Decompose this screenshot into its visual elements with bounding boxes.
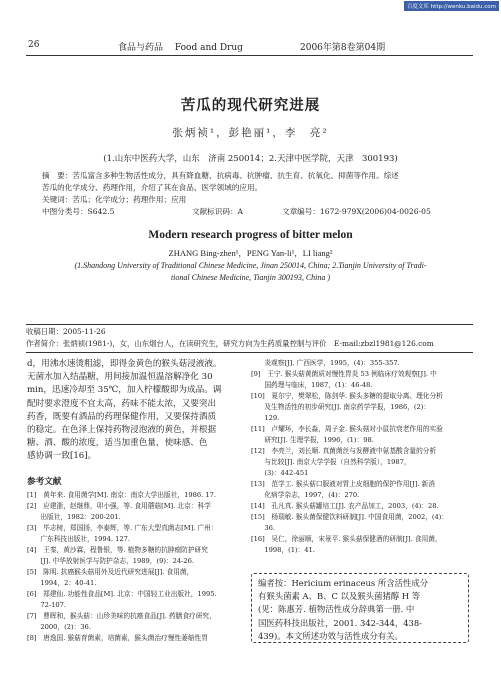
reference-line: [1] 黄年来. 食用菌学[M]. 南京：南京大学出版社，1986. 17. [27, 491, 217, 499]
header-rule [26, 55, 473, 56]
editor-note-line: 国医药科技出版社，2001. 342-344，438- [258, 617, 423, 628]
reference-line: [11] 卢耀环，李长淼，周子金. 猴头菇对小鼠抗衰老作用的实验 [251, 425, 443, 433]
received-date: 收稿日期：2005-11-26 [26, 327, 106, 336]
body-line: 无菌水加入结晶糖，用间接加温恒温溶解净化 30 [27, 372, 213, 383]
editor-note-line: 编者按：Hericium erinaceus 所含活性成分 [258, 578, 429, 588]
reference-line: 1998，(1)：41. [251, 546, 315, 554]
reference-line: 与比较[J]. 南京大学学报（自然科学版），1987， [251, 458, 411, 466]
keywords: 关键词：苦瓜；化学成分；药理作用；应用 [42, 195, 187, 204]
english-authors: ZHANG Bing-zhen¹，PENG Yan-li¹，LI liang² [168, 248, 333, 258]
reference-line: 1994，2：40-41. [27, 579, 97, 587]
reference-line: [6] 郑建仙. 功能性食品[M]. 北京：中国轻工业出版社，1995. [27, 590, 217, 598]
english-affiliation-line: tional Chinese Medicine, Tianjin 300193, China ) [170, 273, 331, 282]
editor-note-line: 439)。本文所述功效与活性成分有关。 [258, 630, 403, 641]
right-references [251, 358, 473, 556]
references-heading: 参考文献 [27, 477, 62, 487]
left-column-body [27, 358, 249, 464]
editor-note [258, 577, 464, 643]
article-number: 文章编号：1672-979X(2006)04-0026-05 [282, 207, 431, 216]
reference-line: 36. [251, 524, 276, 532]
english-affiliation-line: (1.Shandong University of Traditional Chinese Medicine, Jinan 250014, China; 2.Tianjin University of Tradi- [74, 261, 427, 270]
reference-line: (3)：442-451 [251, 469, 309, 477]
reference-line: [16] 吴仁，徐丽顺，宋景平. 猴头菇保健酒的研制[J]. 食用菌， [251, 535, 442, 543]
reference-line: 2000，(2)：36. [27, 623, 91, 631]
reference-line: [5] 陈明. 抗癌猴头菇用外及近代研究进展[J]. 食用菌， [27, 568, 194, 576]
journal-name: 食品与药品 Food and Drug [118, 43, 243, 53]
section-rule [26, 324, 473, 325]
editor-note-line: (见：陈惠芳. 植物活性成分辞典第一册. 中 [258, 604, 415, 615]
reference-line: 129. [251, 414, 280, 422]
left-references [27, 490, 249, 644]
reference-line: [14] 孔凡真. 猴头菇罐培工[J]. 农产品加工，2003，(4)：28. [251, 502, 439, 510]
section-rule [26, 352, 473, 353]
reference-line: 及生物活性的初步研究[J]. 南京药学学报，1986，(2)： [251, 403, 431, 411]
reference-line: 出版社，1982：200-201. [27, 513, 121, 521]
reference-line: [7] 曹晖和，猴头菇：山珍美味的抗癌食品[J]. 药膳食疗研究， [27, 612, 216, 620]
english-affiliation [30, 260, 471, 284]
english-title: Modern research progress of bitter melon [148, 229, 353, 241]
body-line: min，迅速冷却至 35℃，加入柠檬酸即为成品。调 [27, 385, 222, 396]
reference-line: 国药理与临床，1987，(1)：46-48. [251, 381, 373, 389]
watermark-badge: 百度文库 http://wenku.baidu.com [404, 1, 499, 11]
reference-line: [15] 杨瑞敏. 猴头菌保健饮料研制[J]. 中国食用菌，2002，(4)： [251, 513, 449, 521]
reference-line: [2] 应建浙，赵继鼎，卯小强，等. 食用蘑菇[M]. 北京：科学 [27, 502, 211, 510]
reference-line: 炎观察[J]. 广西医学，1995，(4)：355-357. [251, 359, 400, 367]
reference-line: [8] 唐逸国. 猴菇育菌素，培菌素，猴头菌治疗慢性萎缩性胃 [27, 634, 208, 642]
editor-note-line: 有猴头菌素 A、B、C 以及猴头菌猪醇 H 等 [258, 591, 421, 602]
body-line: 感协调一致[16]。 [27, 451, 97, 462]
affiliation: (1.山东中医药大学，山东 济南 250014；2.天津中医学院，天津 300193) [103, 154, 398, 164]
abstract [42, 170, 460, 206]
reference-line: [10] 夏尔宁，樊翠松，陈剑华. 猴头多糖的提取分离、理化分析 [251, 392, 443, 400]
body-line: 的稳定。在色泽上保持药物浸泡液的黄色，并根据 [27, 425, 217, 436]
body-line: d，用沸水速烫粗滤，即得金黄色的猴头菇浸液液。 [27, 359, 222, 369]
reference-line: [4] 王秦，黄沙霖，程鲁银，等. 植物多糖的抗肿瘤防护研究 [27, 546, 208, 554]
reference-line: 72-107. [27, 601, 67, 609]
body-line: 糖、酒、酸的浓度，适当加重色量，使味感、色 [27, 438, 208, 449]
reference-line: [3] 毕志树，郑国扬，李泰辉，等. 广东大型真菌志[M]. 广州： [27, 524, 218, 532]
reference-line: 化病学杂志，1997，(4)：270. [251, 491, 360, 499]
author-list: 张炳祯¹，彭艳丽¹，李 亮² [172, 127, 329, 139]
clc-number: 中图分类号：S642.5 [42, 207, 115, 216]
author-info: 作者简介：张炳祯(1981-)，女，山东烟台人，在读研究生，研究方向为生药质量控制与评价 E-mail:zbzl1981@126.com [26, 339, 434, 348]
reference-line: [12] 李亮兰，刘长顺. 真菌菌丝与发酵液中氨基酸含量的分析 [251, 447, 437, 455]
reference-line: 广东科技出版社，1994. 127. [27, 535, 131, 543]
reference-line: [9] 王宁. 猴头菇黄菌质对慢性胃炎 53 例临床疗效观察[J]. 中 [251, 370, 437, 378]
abstract-line: 摘 要：苦瓜富含多种生物活性成分，具有降血糖、抗病毒、抗肿瘤、抗生育、抗氧化、抑菌等作用。综述 [42, 171, 399, 180]
issue-info: 2006年第8卷第04期 [300, 43, 386, 53]
body-line: 药香，既要有酒品的药理保健作用，又要保持酒质 [27, 411, 217, 422]
document-code: 文献标识码：A [192, 207, 244, 216]
page-number: 26 [28, 40, 40, 50]
reference-line: [J]. 中华放射医学与防护杂志，1989，(9)：24-26. [27, 557, 195, 565]
abstract-line: 苦瓜的化学成分、药理作用，介绍了其在食品、医学领域的应用。 [42, 183, 263, 192]
reference-line: [13] 范学工. 猴头菇口服液对胃上皮细胞的保护作用[J]. 新消 [251, 480, 435, 488]
body-line: 配时要求澄度不宜太高，药味不能太浓，又要突出 [27, 398, 217, 409]
paper-title: 苦瓜的现代研究进展 [180, 98, 321, 114]
reference-line: 研究[J]. 生理学报，1996，(1)：98. [251, 436, 374, 444]
